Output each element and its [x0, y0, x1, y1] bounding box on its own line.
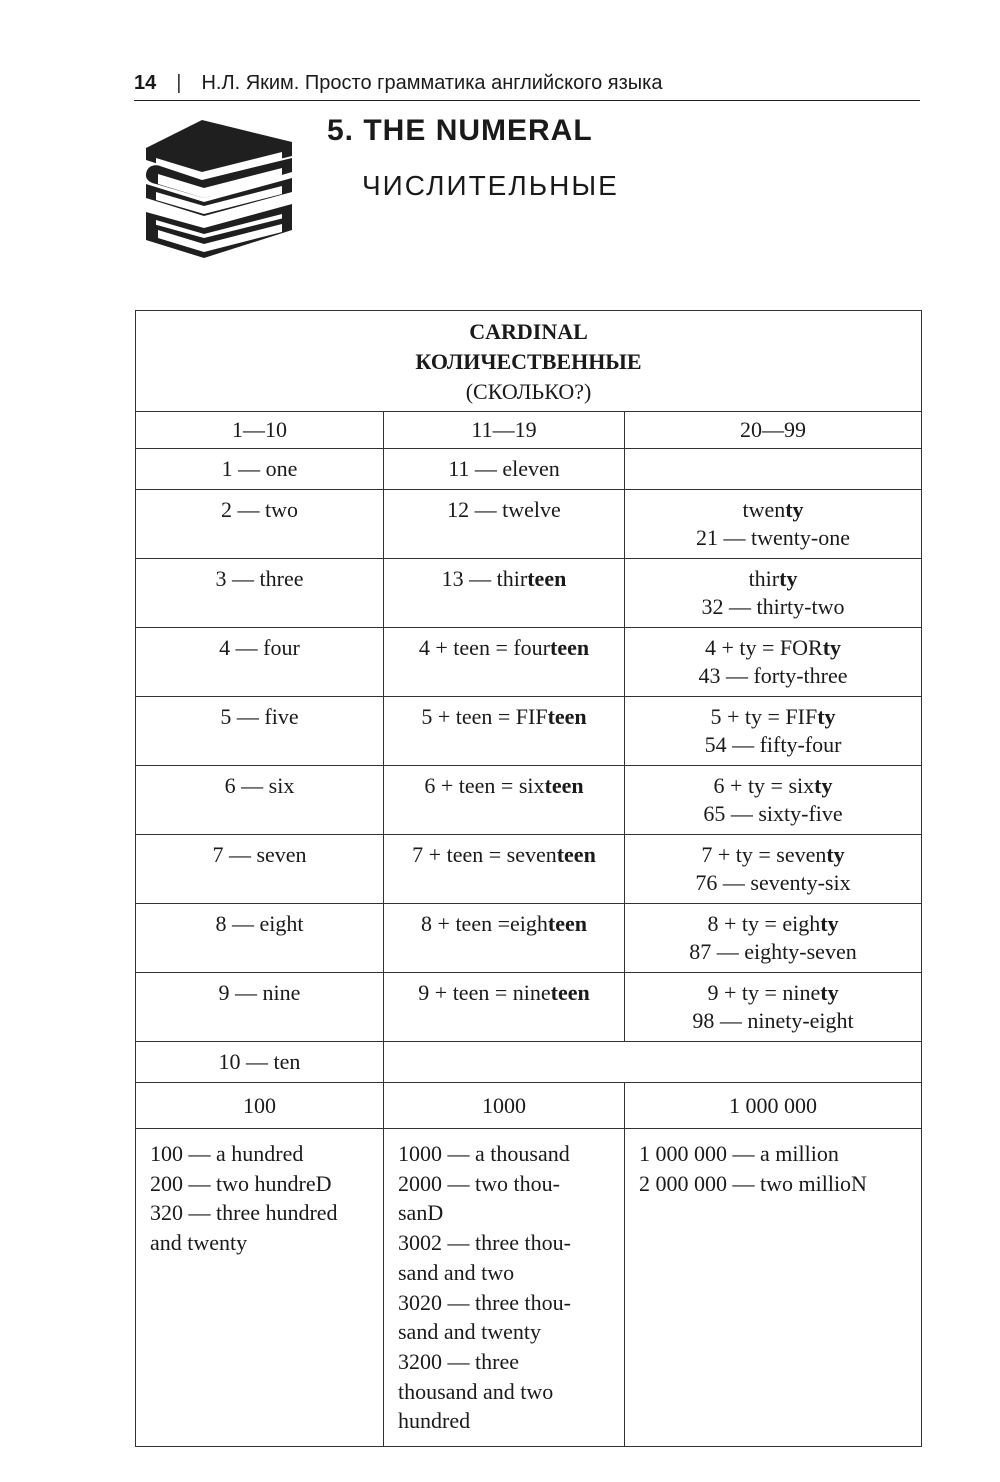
thousands-line: thousand and two: [398, 1378, 554, 1404]
thousands-line: sanD: [398, 1200, 444, 1226]
units-cell: 5 — five: [136, 697, 384, 766]
teens-text: 12 — twelve: [447, 497, 561, 522]
tens-text: ty: [814, 773, 833, 798]
col-header-20-99: 20—99: [625, 412, 922, 449]
col-header-100: 100: [136, 1083, 384, 1129]
tens-text: ty: [785, 497, 804, 522]
tens-example: 76 — seventy-six: [695, 870, 851, 895]
units-cell: 9 — nine: [136, 973, 384, 1042]
header-separator: |: [176, 71, 182, 94]
teens-text: 5 + teen = FIF: [421, 704, 548, 729]
tens-text: ty: [820, 911, 839, 936]
cardinal-numerals-table: [135, 310, 922, 1447]
table-row: [136, 835, 922, 904]
teens-text: 11 — eleven: [448, 456, 560, 481]
teens-text: 4 + teen = four: [418, 635, 550, 660]
tens-cell: [625, 490, 922, 559]
page-number: 14: [134, 71, 157, 94]
teens-text: 8 + teen =eigh: [421, 911, 548, 936]
tens-formula: [633, 634, 913, 662]
tens-text: 9 + ty = nine: [707, 980, 821, 1005]
col-header-1000: 1000: [384, 1083, 625, 1129]
table-row: [136, 766, 922, 835]
chapter-subtitle: ЧИСЛИТЕЛЬНЫЕ: [362, 170, 619, 201]
tens-text: 7 + ty = seven: [701, 842, 827, 867]
chapter-title: 5. THE NUMERAL: [327, 114, 593, 147]
tens-text: ty: [822, 635, 842, 660]
teens-text: teen: [527, 566, 567, 591]
table-title-question: (СКОЛЬКО?): [465, 379, 592, 404]
teens-cell: [384, 697, 625, 766]
ten-cell: 10 — ten: [136, 1042, 384, 1083]
teens-cell: [384, 559, 625, 628]
tens-text: twen: [742, 497, 786, 522]
tens-cell: [625, 973, 922, 1042]
table-row: [136, 628, 922, 697]
empty-cell: [384, 1042, 922, 1083]
col-header-1000000: 1 000 000: [625, 1083, 922, 1129]
table-title-cell: [136, 311, 922, 412]
thousands-line: 3020 — three thou-: [398, 1289, 571, 1315]
tens-text: 4 + ty = FOR: [704, 635, 823, 660]
teens-text: teen: [550, 635, 590, 660]
hundreds-line: 320 — three hundred: [150, 1200, 338, 1226]
thousands-line: sand and two: [398, 1259, 515, 1285]
millions-line: 2 000 000 — two millioN: [639, 1170, 867, 1196]
teens-cell: [384, 904, 625, 973]
table-row: [136, 973, 922, 1042]
tens-text: 6 + ty = six: [713, 773, 815, 798]
tens-example: 65 — sixty-five: [703, 801, 843, 826]
table-title-ru: КОЛИЧЕСТВЕННЫЕ: [415, 349, 642, 374]
teens-text: 13 — thir: [441, 566, 528, 591]
tens-cell: [625, 559, 922, 628]
teens-cell: [384, 449, 625, 490]
tens-cell: [625, 835, 922, 904]
hundreds-line: 100 — a hundred: [150, 1141, 304, 1166]
units-cell: 6 — six: [136, 766, 384, 835]
tens-text: thir: [748, 566, 780, 591]
table-row: [136, 490, 922, 559]
thousands-line: sand and twenty: [398, 1319, 541, 1345]
table-row: [136, 697, 922, 766]
tens-text: ty: [826, 842, 845, 867]
units-cell: 7 — seven: [136, 835, 384, 904]
tens-formula: [633, 910, 913, 938]
tens-text: ty: [779, 566, 798, 591]
teens-text: 6 + teen = six: [424, 773, 545, 798]
tens-example: 32 — thirty-two: [701, 594, 845, 619]
tens-formula: [633, 979, 913, 1007]
thousands-cell: [384, 1129, 625, 1447]
teens-text: teen: [550, 980, 590, 1005]
teens-text: teen: [544, 773, 584, 798]
running-header: [134, 66, 920, 101]
tens-formula: [633, 772, 913, 800]
teens-cell: [384, 835, 625, 904]
tens-cell: [625, 628, 922, 697]
units-cell: 4 — four: [136, 628, 384, 697]
tens-formula: [633, 565, 913, 593]
table-title-en: CARDINAL: [469, 319, 588, 344]
teens-text: 7 + teen = seven: [412, 842, 557, 867]
thousands-line: hundred: [398, 1408, 471, 1434]
table-row: [136, 559, 922, 628]
teens-text: teen: [556, 842, 596, 867]
tens-cell: [625, 904, 922, 973]
tens-text: ty: [820, 980, 839, 1005]
tens-text: 8 + ty = eigh: [707, 911, 821, 936]
units-cell: 8 — eight: [136, 904, 384, 973]
units-cell: 2 — two: [136, 490, 384, 559]
tens-text: ty: [817, 704, 836, 729]
units-cell: 3 — three: [136, 559, 384, 628]
millions-line: 1 000 000 — a million: [639, 1141, 839, 1166]
teens-text: 9 + teen = nine: [418, 980, 551, 1005]
hundreds-line: and twenty: [150, 1230, 248, 1256]
hundreds-line: 200 — two hundreD: [150, 1170, 332, 1196]
teens-text: teen: [547, 704, 587, 729]
tens-formula: [633, 841, 913, 869]
col-header-1-10: 1—10: [136, 412, 384, 449]
tens-example: 21 — twenty-one: [696, 525, 850, 550]
teens-cell: [384, 973, 625, 1042]
table-row: [136, 449, 922, 490]
tens-cell: [625, 697, 922, 766]
tens-example: 43 — forty-three: [698, 663, 848, 688]
hundreds-cell: [136, 1129, 384, 1447]
teens-cell: [384, 766, 625, 835]
thousands-line: 1000 — a thousand: [398, 1141, 570, 1166]
tens-example: 98 — ninety-eight: [692, 1008, 854, 1033]
tens-cell: [625, 449, 922, 490]
tens-example: 87 — eighty-seven: [689, 939, 857, 964]
books-stack-icon: [142, 118, 300, 260]
table-row: [136, 904, 922, 973]
col-header-11-19: 11—19: [384, 412, 625, 449]
millions-cell: [625, 1129, 922, 1447]
tens-cell: [625, 766, 922, 835]
running-title: Н.Л. Яким. Просто грамматика английского языка: [201, 71, 663, 94]
tens-text: 5 + ty = FIF: [710, 704, 818, 729]
thousands-line: 2000 — two thou-: [398, 1170, 560, 1196]
thousands-line: 3200 — three: [398, 1348, 519, 1374]
teens-cell: [384, 490, 625, 559]
teens-cell: [384, 628, 625, 697]
teens-text: teen: [547, 911, 587, 936]
tens-formula: [633, 496, 913, 524]
tens-formula: [633, 703, 913, 731]
thousands-line: 3002 — three thou-: [398, 1230, 571, 1256]
units-cell: 1 — one: [136, 449, 384, 490]
tens-example: 54 — fifty-four: [704, 732, 842, 757]
